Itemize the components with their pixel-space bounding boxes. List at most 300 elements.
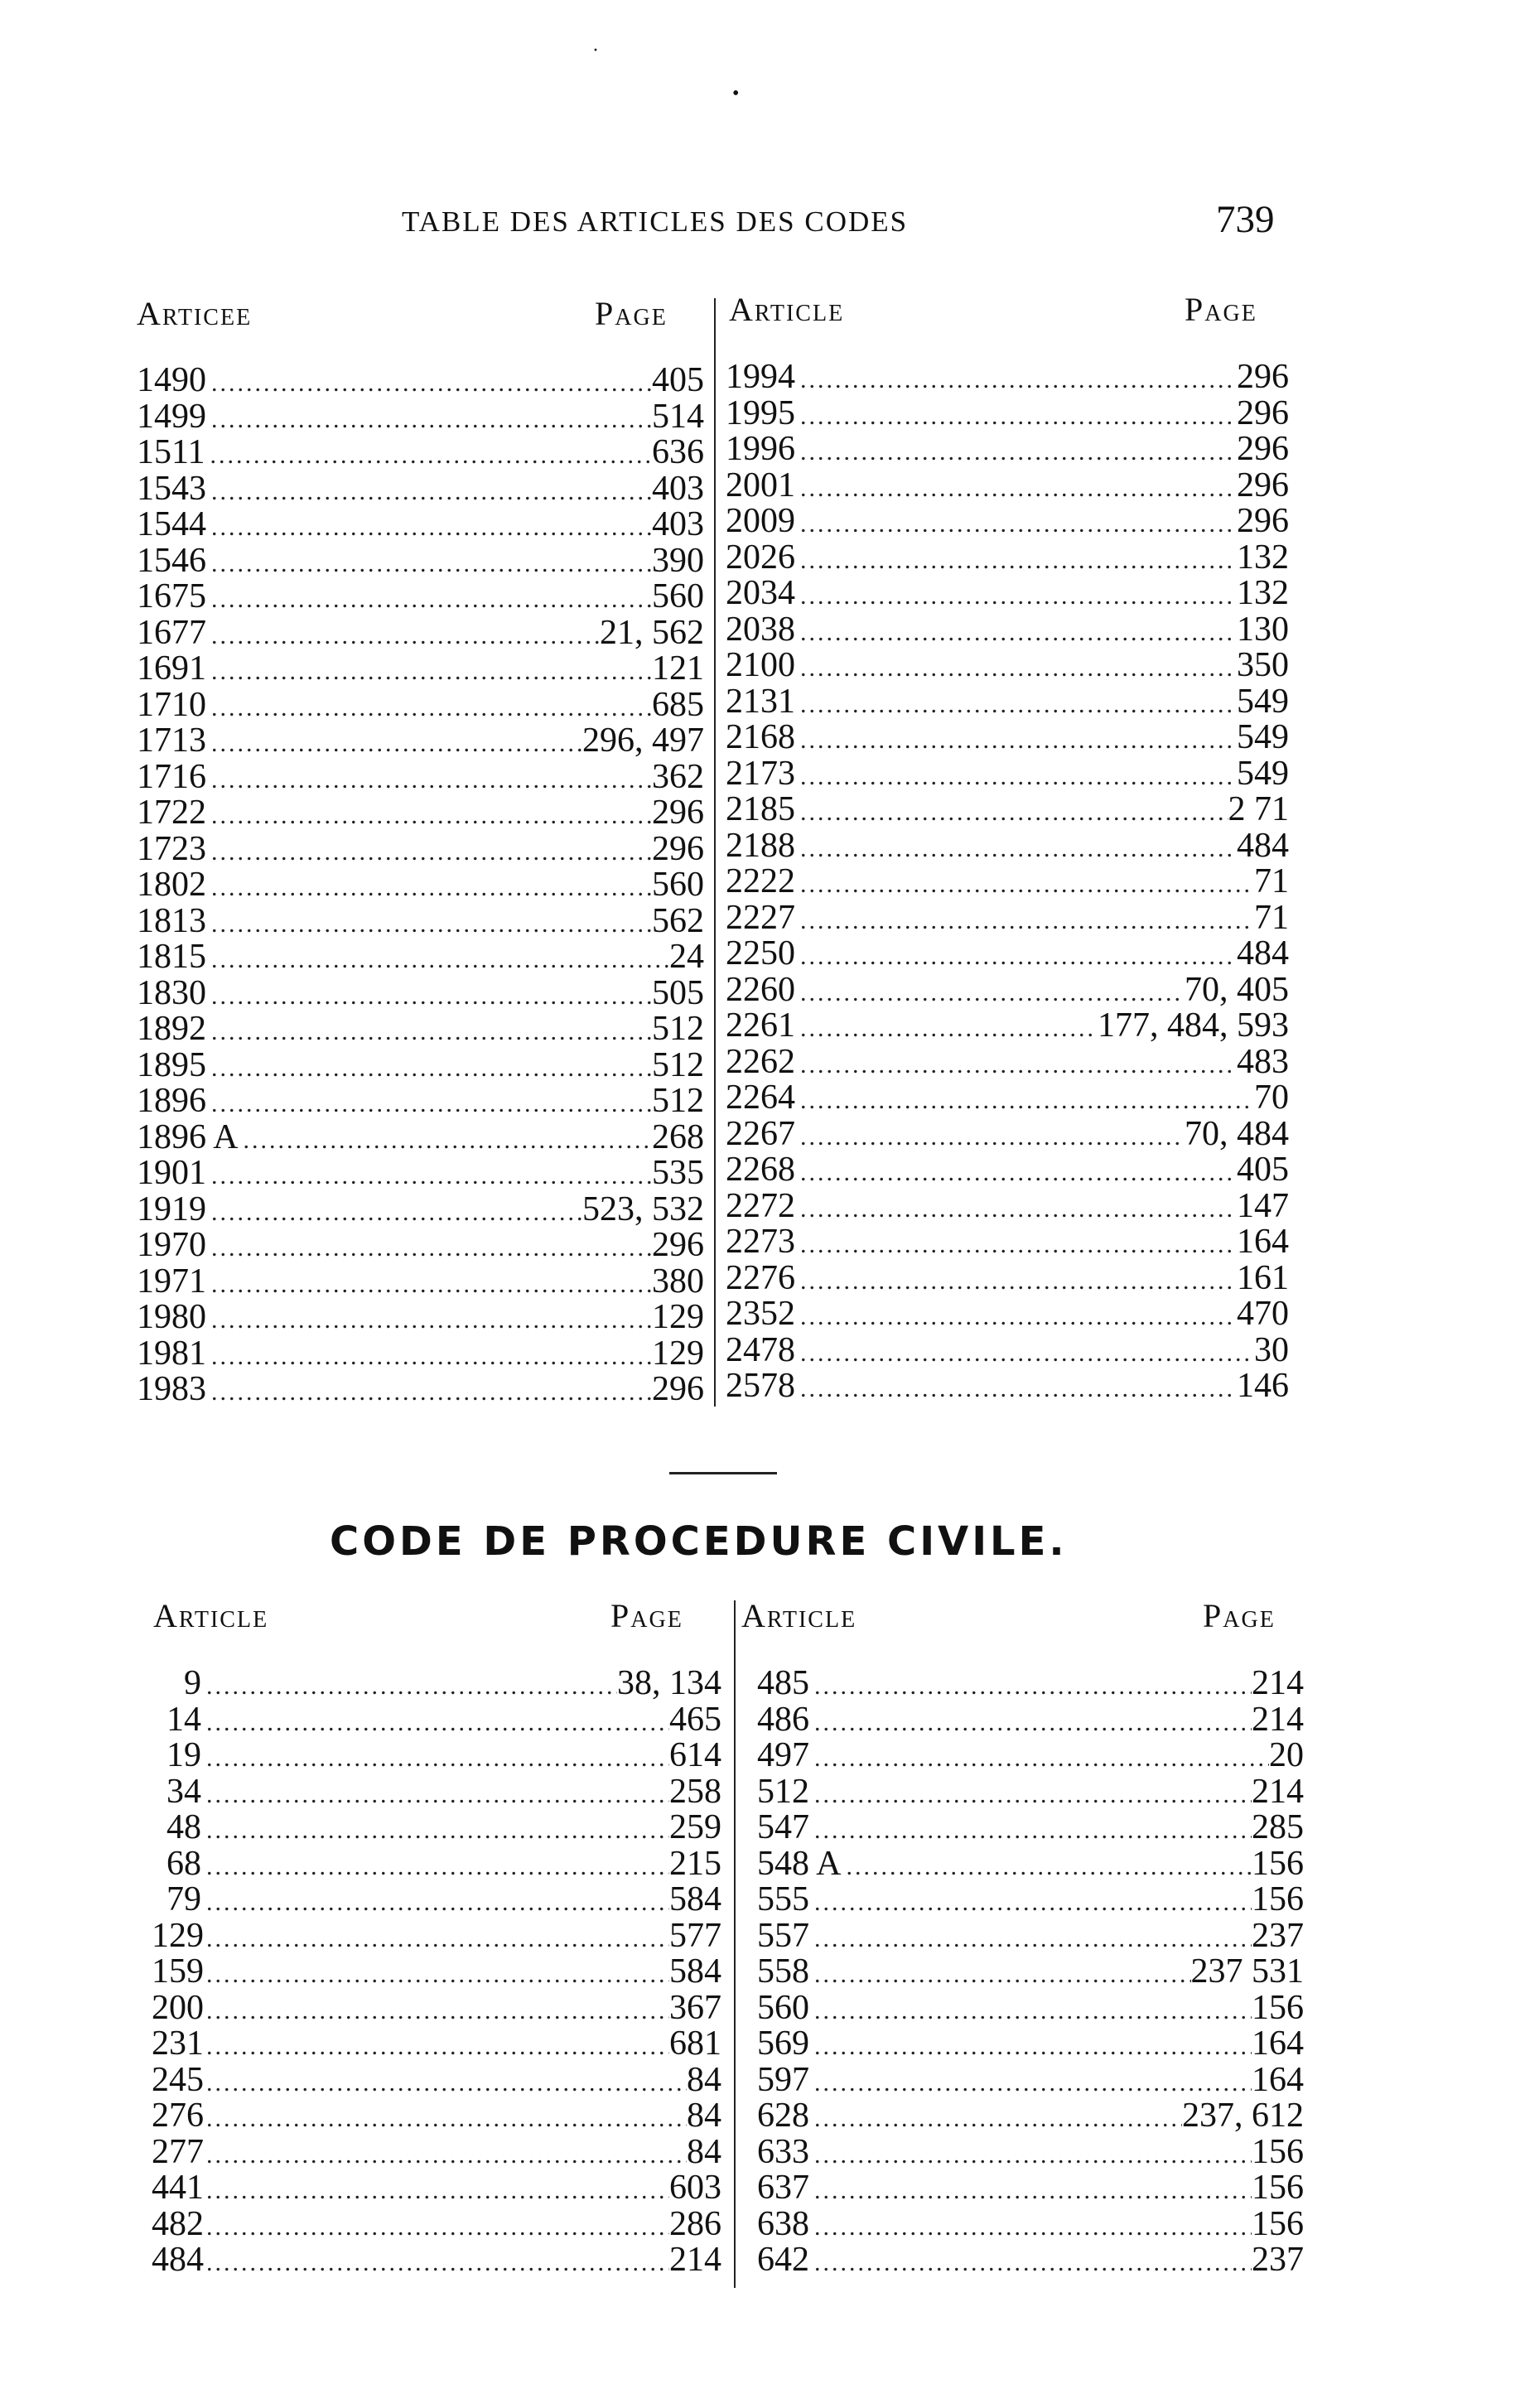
page-reference: 30 [1254, 1330, 1289, 1369]
column-divider [714, 298, 716, 1407]
page-reference: 20 [1269, 1736, 1304, 1774]
page-reference: 156 [1252, 1880, 1304, 1918]
dot-leader [795, 1083, 1254, 1119]
dot-leader [809, 2029, 1252, 2065]
article-number: 2131 [726, 682, 795, 721]
dot-leader [795, 1335, 1254, 1372]
dot-leader [206, 1158, 652, 1194]
article-number: 1980 [137, 1298, 206, 1336]
article-number: 1892 [137, 1010, 206, 1048]
dot-leader [795, 831, 1237, 867]
article-number: 441 [152, 2169, 204, 2207]
table-row [726, 1330, 1289, 1369]
article-number: 1983 [137, 1370, 206, 1408]
table-row [137, 867, 704, 904]
table-row [137, 435, 704, 471]
page-reference: 71 [1254, 862, 1289, 900]
article-number: 1675 [137, 577, 206, 615]
page-reference: 296 [652, 829, 704, 868]
dot-leader [809, 1777, 1252, 1813]
page-reference: 296 [1237, 393, 1289, 432]
page-reference: 84 [687, 2060, 721, 2099]
dot-leader [206, 1302, 652, 1339]
page-reference: 237 [1252, 2241, 1304, 2279]
page-reference: 156 [1252, 2132, 1304, 2171]
article-number: 2478 [726, 1330, 795, 1369]
page-reference: 577 [669, 1916, 721, 1955]
dot-leader [206, 402, 652, 438]
dot-leader [206, 1014, 652, 1050]
article-number: 1716 [137, 757, 206, 796]
dot-leader [795, 543, 1237, 579]
dot-leader [795, 866, 1254, 903]
table-row [726, 1152, 1289, 1189]
page-reference: 286 [669, 2204, 721, 2243]
article-number: 1723 [137, 829, 206, 868]
dot-leader [795, 434, 1237, 471]
page-reference: 514 [652, 397, 704, 436]
page-reference: 146 [1237, 1367, 1289, 1405]
page-reference: 362 [652, 757, 704, 796]
dot-leader [809, 2137, 1252, 2174]
article-number: 1981 [137, 1334, 206, 1373]
article-number: 2352 [726, 1295, 795, 1333]
table-row [152, 1954, 721, 1991]
table-row [757, 1954, 1304, 1991]
article-number: 560 [757, 1988, 809, 2027]
article-number: 2578 [726, 1367, 795, 1405]
table-row [726, 576, 1289, 612]
column-header-article: Articee [137, 295, 253, 332]
page-reference: 350 [1237, 646, 1289, 684]
article-number: 129 [152, 1916, 204, 1955]
table-row [137, 579, 704, 615]
article-number: 597 [757, 2060, 809, 2099]
page-reference: 296, 497 [582, 721, 704, 760]
page-reference: 296 [1237, 358, 1289, 396]
page-reference: 268 [652, 1117, 704, 1156]
article-number: 555 [757, 1880, 809, 1918]
table-row [726, 720, 1289, 756]
article-number: 231 [152, 2024, 204, 2063]
article-number: 276 [152, 2097, 204, 2135]
procedure-left-column [152, 1666, 721, 2279]
article-number: 482 [152, 2204, 204, 2243]
dot-leader [809, 2209, 1252, 2246]
page-reference: 470 [1237, 1295, 1289, 1333]
page-reference: 259 [669, 1808, 721, 1846]
table-row [137, 471, 704, 508]
page-reference: 71 [1254, 898, 1289, 937]
page-reference: 38, 134 [617, 1664, 721, 1702]
page-reference: 285 [1252, 1808, 1304, 1846]
dot-leader [795, 362, 1237, 398]
table-row [152, 2132, 721, 2171]
dot-leader [206, 798, 652, 834]
page-reference: 132 [1237, 538, 1289, 577]
page-reference: 121 [652, 649, 704, 688]
page-reference: 549 [1237, 754, 1289, 793]
table-row [757, 2098, 1304, 2135]
article-number: 569 [757, 2024, 809, 2063]
page-reference: 129 [652, 1334, 704, 1373]
article-number: 2272 [726, 1186, 795, 1225]
table-row [137, 757, 704, 796]
table-row [726, 393, 1289, 432]
dot-leader [201, 2209, 669, 2246]
dot-leader [201, 1740, 669, 1777]
dot-leader [206, 1267, 652, 1303]
page-reference: 237, 612 [1182, 2097, 1304, 2135]
article-number: 1722 [137, 794, 206, 832]
page-number: 739 [1216, 198, 1275, 241]
table-row [726, 1186, 1289, 1225]
dot-leader [201, 1668, 617, 1705]
page-reference: 405 [1237, 1151, 1289, 1189]
table-row [726, 684, 1289, 721]
dot-leader [206, 581, 652, 618]
column-header-page: Page [1185, 291, 1257, 328]
article-number: 1802 [137, 866, 206, 904]
article-number: 2261 [726, 1006, 795, 1045]
page-reference: 215 [669, 1844, 721, 1883]
page-reference: 549 [1237, 718, 1289, 756]
table-row [137, 1264, 704, 1301]
article-number: 2009 [726, 502, 795, 540]
page-reference: 465 [669, 1700, 721, 1739]
column-header-article: Article [741, 1597, 857, 1634]
page-reference: 636 [652, 433, 704, 471]
article-number: 79 [166, 1880, 201, 1918]
page-reference: 156 [1252, 2204, 1304, 2243]
article-number: 9 [184, 1664, 201, 1702]
page-reference: 296 [1237, 466, 1289, 504]
table-row [152, 1918, 721, 1955]
article-number: 48 [166, 1808, 201, 1846]
dot-leader [206, 1194, 582, 1231]
page-reference: 296 [1237, 430, 1289, 468]
dot-leader [206, 762, 652, 799]
article-number: 1490 [137, 361, 206, 399]
dot-leader [239, 1122, 652, 1159]
table-row [137, 363, 704, 399]
dot-leader [206, 834, 652, 871]
page-reference: 214 [1252, 1664, 1304, 1702]
dot-leader [809, 1884, 1252, 1921]
table-row [137, 795, 704, 832]
table-row [137, 1228, 704, 1264]
dot-leader [201, 1849, 669, 1885]
dot-leader [795, 1047, 1237, 1083]
table-row [757, 2132, 1304, 2171]
page-reference: 562 [652, 901, 704, 940]
page-reference: 21, 562 [600, 613, 704, 652]
dot-leader [201, 1993, 669, 2029]
dot-leader [206, 726, 582, 762]
procedure-right-column [757, 1666, 1304, 2279]
article-number: 2227 [726, 898, 795, 937]
page-reference: 161 [1237, 1258, 1289, 1297]
dot-leader [809, 2245, 1252, 2281]
article-number: 277 [152, 2132, 204, 2171]
page-reference: 523, 532 [582, 1190, 704, 1228]
page-reference: 214 [669, 2241, 721, 2279]
page-reference: 367 [669, 1988, 721, 2027]
dot-leader [206, 1050, 652, 1087]
article-number: 2100 [726, 646, 795, 684]
page-reference: 512 [652, 1010, 704, 1048]
dot-leader [201, 1777, 669, 1813]
article-number: 14 [166, 1700, 201, 1739]
civil-left-column [137, 363, 704, 1408]
article-number: 1830 [137, 973, 206, 1012]
dot-leader [795, 1119, 1185, 1156]
dot-leader [809, 1957, 1191, 1993]
dot-leader [206, 942, 669, 978]
page-reference: 164 [1252, 2024, 1304, 2063]
column-header-page: Page [595, 295, 668, 332]
table-row [757, 1846, 1304, 1883]
table-row [757, 1810, 1304, 1846]
table-row [726, 1368, 1289, 1405]
table-row [726, 432, 1289, 468]
table-row [152, 2060, 721, 2099]
dot-leader [809, 1705, 1252, 1741]
page-reference: 214 [1252, 1772, 1304, 1811]
page-reference: 84 [687, 2132, 721, 2171]
article-number: 1543 [137, 469, 206, 508]
page-reference: 296 [652, 794, 704, 832]
page-reference: 560 [652, 577, 704, 615]
dot-leader [795, 398, 1237, 435]
table-row [726, 864, 1289, 900]
dot-leader [809, 1993, 1252, 2029]
table-row [137, 1336, 704, 1373]
article-number: 1815 [137, 938, 206, 976]
table-row [137, 901, 704, 940]
table-row [137, 1083, 704, 1120]
page-reference: 614 [669, 1736, 721, 1774]
article-number: 1499 [137, 397, 206, 436]
page-reference: 390 [652, 541, 704, 580]
article-number: 1996 [726, 430, 795, 468]
table-row [757, 2060, 1304, 2099]
column-header-article: Article [729, 291, 845, 328]
page-reference: 603 [669, 2169, 721, 2207]
article-number: 200 [152, 1988, 204, 2027]
table-row [137, 685, 704, 724]
table-row [152, 1702, 721, 1739]
dot-leader [795, 759, 1237, 795]
table-row [726, 1080, 1289, 1117]
article-number: 1994 [726, 358, 795, 396]
article-number: 1511 [137, 433, 205, 471]
article-number: 2026 [726, 538, 795, 577]
article-number: 1710 [137, 685, 206, 724]
dot-leader [809, 1668, 1252, 1705]
article-number: 245 [152, 2060, 204, 2099]
dot-leader [795, 722, 1237, 759]
dot-leader [795, 471, 1237, 507]
page-reference: 84 [687, 2097, 721, 2135]
dot-leader [809, 2173, 1252, 2209]
dot-leader [795, 794, 1228, 831]
section-separator [669, 1472, 777, 1474]
dot-leader [201, 1884, 669, 1921]
dot-leader [206, 509, 652, 546]
article-number: 642 [757, 2241, 809, 2279]
article-number: 1896 [137, 1082, 206, 1120]
table-row [137, 1372, 704, 1408]
dot-leader [206, 906, 652, 943]
page-reference: 237 [1252, 1916, 1304, 1955]
dot-leader [795, 975, 1185, 1011]
page-reference: 156 [1252, 1988, 1304, 2027]
article-number: 638 [757, 2204, 809, 2243]
dot-leader [809, 2101, 1182, 2137]
page-reference: 403 [652, 469, 704, 508]
table-row [152, 2204, 721, 2243]
dot-leader [795, 1263, 1237, 1300]
table-row [137, 973, 704, 1012]
article-number: 2038 [726, 610, 795, 649]
article-number: 2168 [726, 718, 795, 756]
dot-leader [201, 2101, 687, 2137]
dot-leader [206, 654, 652, 690]
dot-leader [201, 1921, 669, 1957]
article-number: 34 [166, 1772, 201, 1811]
article-number: 1713 [137, 721, 206, 760]
article-number: 558 [757, 1952, 809, 1991]
article-number: 1546 [137, 541, 206, 580]
dot-leader [201, 1957, 669, 1993]
page-reference: 2 71 [1228, 790, 1289, 828]
article-number: 2188 [726, 826, 795, 865]
page-reference: 483 [1237, 1042, 1289, 1081]
page-reference: 405 [652, 361, 704, 399]
page-reference: 403 [652, 505, 704, 543]
dot-leader [201, 2065, 687, 2102]
table-row [152, 1738, 721, 1774]
table-row [137, 1192, 704, 1228]
article-number: 628 [757, 2097, 809, 2135]
page-reference: 258 [669, 1772, 721, 1811]
dot-leader [795, 1155, 1237, 1191]
dot-leader [206, 365, 652, 402]
table-row [726, 1008, 1289, 1045]
page-reference: 584 [669, 1880, 721, 1918]
dot-leader [206, 1230, 652, 1267]
table-row [137, 1156, 704, 1192]
table-row [152, 1810, 721, 1846]
table-row [726, 1296, 1289, 1333]
table-row [137, 1011, 704, 1048]
article-number: 557 [757, 1916, 809, 1955]
civil-right-column [726, 360, 1289, 1405]
page-reference: 70, 484 [1185, 1114, 1289, 1153]
table-row [726, 972, 1289, 1009]
table-row [152, 1988, 721, 2027]
page-reference: 584 [669, 1952, 721, 1991]
page-reference: 147 [1237, 1186, 1289, 1225]
table-row [152, 2170, 721, 2207]
table-row [726, 540, 1289, 577]
dot-leader [842, 1849, 1252, 1885]
page-reference: 685 [652, 685, 704, 724]
page-reference: 132 [1237, 574, 1289, 612]
page-reference: 560 [652, 866, 704, 904]
column-header-page: Page [1203, 1597, 1276, 1634]
table-row [137, 939, 704, 976]
article-number: 1919 [137, 1190, 206, 1228]
page-reference: 296 [652, 1370, 704, 1408]
article-number: 2276 [726, 1258, 795, 1297]
print-mark: • [732, 83, 740, 104]
article-number: 1971 [137, 1262, 206, 1301]
table-row [152, 1774, 721, 1811]
page-reference: 156 [1252, 2169, 1304, 2207]
table-row [137, 615, 704, 652]
dot-leader [809, 1812, 1252, 1849]
table-row [152, 2098, 721, 2135]
page-reference: 484 [1237, 826, 1289, 865]
table-row [757, 2026, 1304, 2063]
table-row [726, 792, 1289, 828]
table-row [137, 1045, 704, 1084]
article-number: 637 [757, 2169, 809, 2207]
page-reference: 505 [652, 973, 704, 1012]
article-number: 1895 [137, 1045, 206, 1084]
article-number: 633 [757, 2132, 809, 2171]
dot-leader [206, 1374, 652, 1411]
page-reference: 156 [1252, 1844, 1304, 1883]
article-number: 485 [757, 1664, 809, 1702]
article-number: 1813 [137, 901, 206, 940]
dot-leader [795, 650, 1237, 687]
page-reference: 164 [1237, 1223, 1289, 1261]
table-row [137, 1117, 704, 1156]
dot-leader [201, 1705, 669, 1741]
article-number: 68 [166, 1844, 201, 1883]
table-row [757, 1702, 1304, 1739]
table-row [137, 651, 704, 688]
table-row [152, 1666, 721, 1702]
dot-leader [795, 1371, 1237, 1407]
dot-leader [205, 437, 652, 474]
table-row [726, 1042, 1289, 1081]
column-divider [734, 1600, 736, 2288]
dot-leader [795, 578, 1237, 615]
dot-leader [201, 1812, 669, 1849]
table-row [757, 1918, 1304, 1955]
table-row [137, 507, 704, 543]
article-number: 497 [757, 1736, 809, 1774]
table-row [137, 543, 704, 580]
page-reference: 296 [652, 1226, 704, 1264]
table-row [137, 1300, 704, 1336]
page-reference: 681 [669, 2024, 721, 2063]
table-row [152, 2242, 721, 2279]
dot-leader [795, 615, 1237, 651]
running-head: TABLE DES ARTICLES DES CODES [402, 205, 909, 238]
page-reference: 296 [1237, 502, 1289, 540]
dot-leader [795, 1227, 1237, 1263]
table-row [152, 1846, 721, 1883]
table-row [726, 612, 1289, 649]
print-mark: · [592, 40, 599, 61]
table-row [726, 900, 1289, 937]
table-row [726, 828, 1289, 865]
